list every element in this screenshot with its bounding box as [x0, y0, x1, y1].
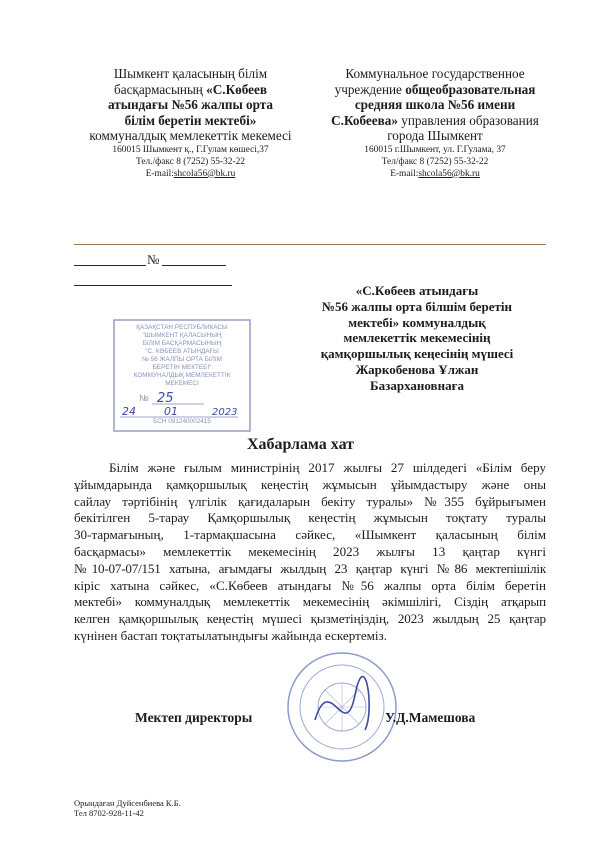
addressee-line: Жаркобенова Ұлжан	[355, 361, 479, 377]
addressee-line: мемлекеттік мекемесінің	[343, 330, 491, 346]
body-line: мектебі» коммуналдық мемлекеттік мекемесінің әкімшілігі, Сіздің атқарып	[74, 594, 546, 610]
stamp-number: 25	[157, 391, 174, 406]
addressee-line: №56 жалпы орта білшім беретін	[321, 298, 513, 314]
body-line: күнінен бастап тоқтатылатындығы жайында ескертеміз.	[74, 627, 387, 643]
number-label: №	[147, 252, 160, 267]
stamp-line: ҚАЗАҚСТАН РЕСПУБЛИКАСЫ	[136, 324, 228, 331]
header-left-line5: коммуналдық мемлекеттік мекемесі	[89, 128, 292, 143]
header-right-line2: учреждение общеобразовательная	[334, 81, 536, 97]
addressee-line: мектебі» коммуналдық	[348, 314, 486, 330]
body-paragraph	[74, 460, 546, 645]
body-line: келген қамқоршылық кеңестің мүшесі қызметіңіздің, 2023 жылдың 25 қаңтар	[74, 611, 546, 627]
stamp-line: № 56 ЖАЛПЫ ОРТА БІЛІМ	[142, 356, 222, 363]
stamp-line: БІЛІМ БАСҚАРМАСЫНЫҢ	[142, 340, 222, 347]
executor-info	[74, 798, 181, 818]
executor-phone: Тел 8702-928-11-42	[74, 808, 144, 818]
addressee-block	[297, 283, 537, 394]
stamp-bin: БСН 091240002415	[153, 418, 211, 425]
stamp-line: "ШЫМКЕНТ ҚАЛАСЫНЫҢ	[142, 332, 222, 339]
stamp-line: "С. КӨБЕЕВ АТЫНДАҒЫ	[145, 348, 219, 355]
addressee-line: «С.Көбеев атындағы	[355, 283, 479, 298]
signature-name: У.Д.Мамешова	[385, 710, 476, 725]
stamp-date-month: 01	[164, 405, 178, 418]
body-line: 30-тармағының, 1-тармақшасына сәйкес, «Шымкент қаласының білім	[74, 527, 546, 543]
header-left-phone: Тел./факс 8 (7252) 55-32-22	[136, 156, 245, 167]
addressee-line: Базархановнаға	[370, 377, 464, 393]
outgoing-number-line	[74, 265, 146, 266]
header-right-email: E-mail:shcola56@bk.ru	[390, 168, 480, 179]
stamp-date-year: 2023	[212, 407, 238, 418]
stamp-line: КОММУНАЛДЫҚ МЕМЛЕКЕТТІК	[133, 372, 231, 379]
registration-stamp	[112, 318, 252, 433]
header-left	[68, 66, 313, 180]
header-divider	[74, 244, 546, 245]
body-line: ұйымдарында қамқоршылық кеңестің жұмысын ұйымдастыру және оны	[74, 476, 546, 492]
official-seal	[285, 650, 400, 765]
header-left-line4: білім беретін мектебі»	[124, 112, 257, 128]
header-right-line4: С.Кобеева» управления образования	[331, 112, 539, 128]
header-left-line2: басқармасының «С.Көбеев	[114, 81, 267, 97]
signature-position: Мектеп директоры	[135, 710, 253, 725]
stamp-line: БЕРЕТІН МЕКТЕБІ"	[152, 364, 212, 371]
header-left-email: E-mail:shcola56@bk.ru	[145, 168, 236, 179]
header-left-line1: Шымкент қаласының білім	[113, 66, 268, 81]
body-line: бекітілген 5-тарау Қамқоршылық кеңестің жұмысын тоқтату туралы	[74, 510, 546, 526]
body-line: №10-07-07/151 хатына, ағымдағы жылдың 23 қаңтар күнгі №86 мектепішілік	[74, 560, 546, 576]
header-left-line3: атындағы №56 жалпы орта	[107, 97, 274, 112]
header-right-line1: Коммунальное государственное	[345, 66, 525, 81]
header-right	[310, 66, 560, 180]
outgoing-date-line	[162, 265, 226, 266]
body-line: Білім және ғылым министрінің 2017 жылғы 27 шілдедегі «Білім беру	[109, 460, 546, 475]
body-line: сайлау тәртібінің үлгілік қағидаларын бекіту туралы» №355 бұйрығымен	[74, 493, 546, 509]
header-right-line3: средняя школа №56 имени	[354, 97, 516, 112]
header-right-line5: города Шымкент	[387, 128, 483, 143]
executor-name: Орындаған Дуйсенбиева К.Б.	[74, 798, 181, 808]
header-left-address: 160015 Шымкент қ., Г.Гулам көшесі,37	[112, 144, 269, 155]
registration-line	[74, 285, 232, 286]
addressee-line: қамқоршылық кеңесінің мүшесі	[320, 346, 514, 362]
document-title: Хабарлама хат	[246, 436, 355, 453]
header-right-address: 160015 г.Шымкент, ул. Г.Гулама, 37	[364, 144, 506, 155]
stamp-line: МЕКЕМЕСІ	[165, 380, 199, 387]
body-line: кіріс хатына сәйкес, «С.Көбеев атындағы №56 жалпы орта білім беретін	[74, 577, 546, 593]
stamp-date-day: 24	[122, 405, 136, 418]
body-line: басқармасы» мемлекеттік мекемесінің 2023 жылғы 13 қаңтар күнгі	[74, 543, 546, 559]
header-right-phone: Тел/факс 8 (7252) 55-32-22	[381, 156, 489, 167]
svg-text:№: №	[139, 393, 149, 403]
